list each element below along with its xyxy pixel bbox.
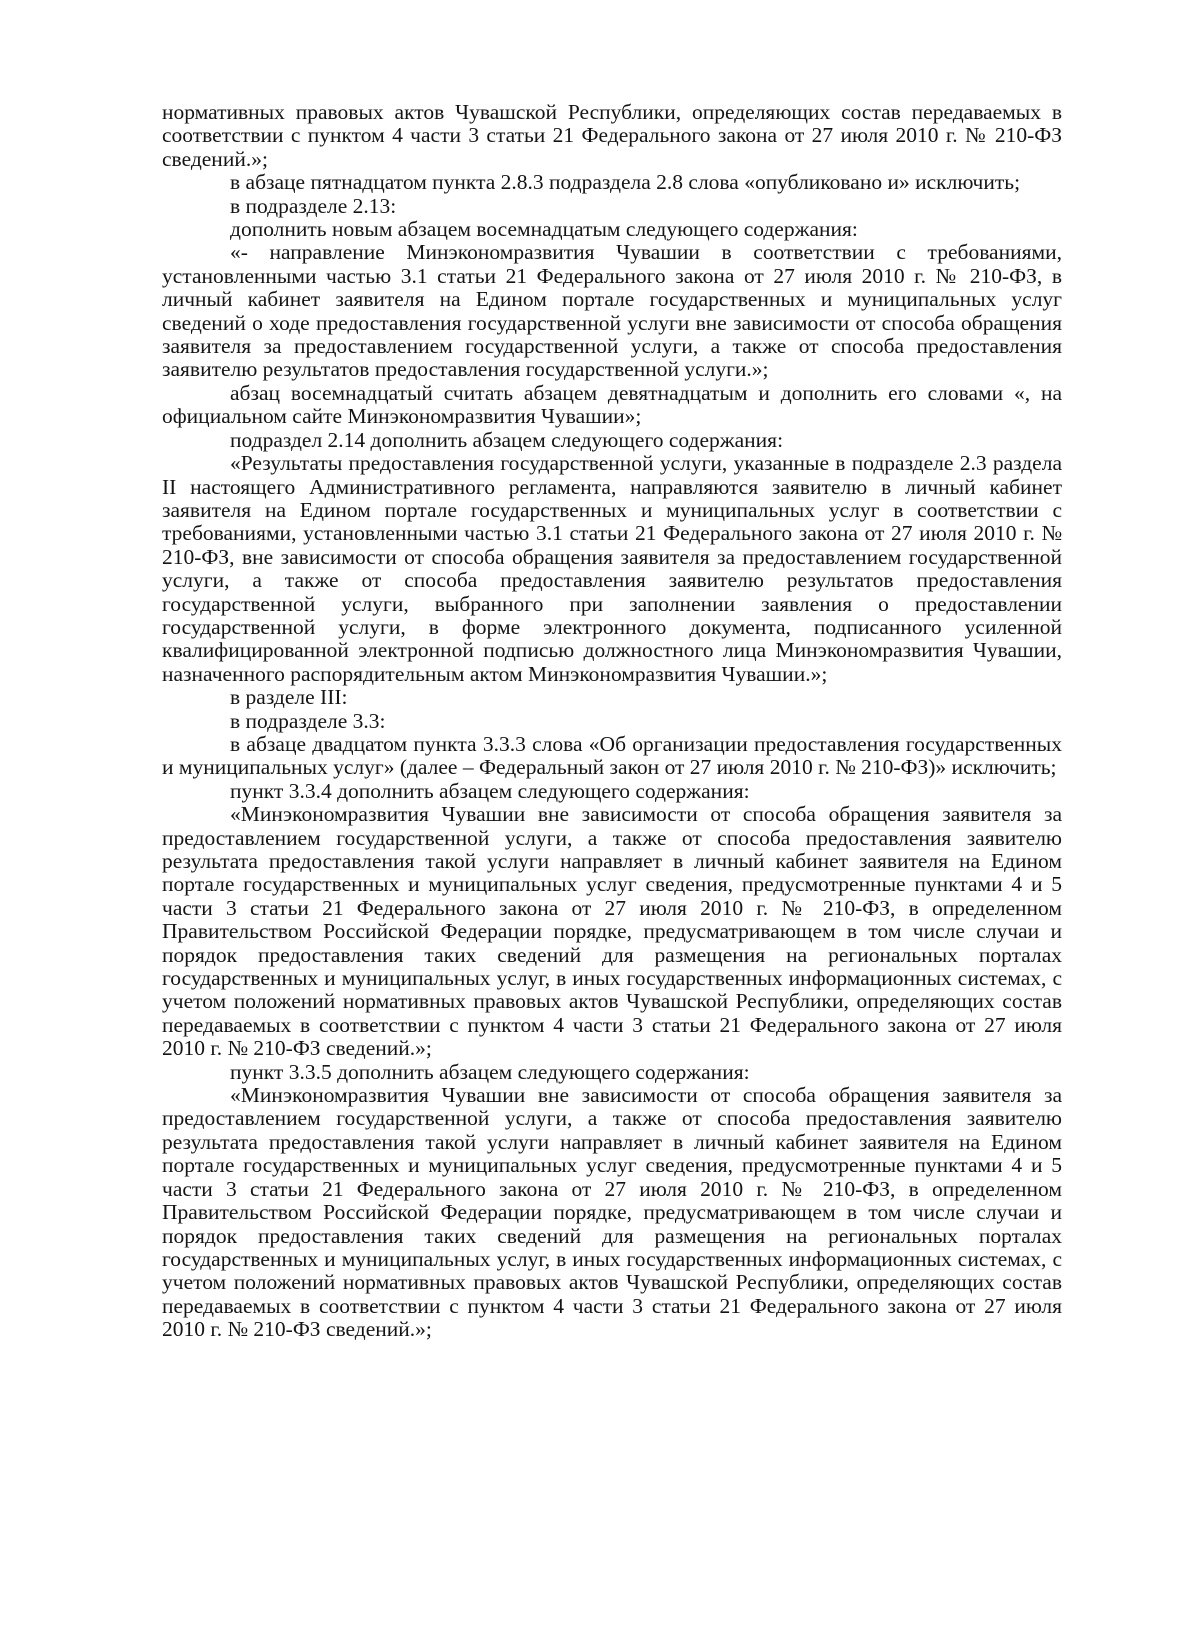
paragraph-2: в абзаце пятнадцатом пункта 2.8.3 подраздела 2.8 слова «опубликовано и» исключить; (230, 170, 1021, 195)
paragraph-13: «Минэкономразвития Чувашии вне зависимости от способа обращения заявителя за предоставлением государственной услуги, а также от способа предоставления заявителю результата предоставления такой услуги направляет в личный кабинет заявителя на Едином портале государственных и муниципальных услуг сведения, предусмотренные пунктами 4 и 5 части 3 статьи 21 Федерального закона от 27 июля 2010 г. № 210-ФЗ, в определенном Правительством Российской Федерации порядке, предусматривающем в том числе случаи и порядок предоставления таких сведений для размещения на региональных порталах государственных и муниципальных услуг, в иных государственных информационных системах, с учетом положений нормативных правовых актов Чувашской Республики, определяющих состав передаваемых в соответствии с пунктом 4 части 3 статьи 21 Федерального закона от 27 июля 2010 г. № 210-ФЗ сведений.»; (162, 802, 1062, 1061)
paragraph-1: нормативных правовых актов Чувашской Республики, определяющих состав передаваемых в соответствии с пунктом 4 части 3 статьи 21 Федерального закона от 27 июля 2010 г. № 210-ФЗ сведений.»; (162, 100, 1062, 171)
paragraph-14: пункт 3.3.5 дополнить абзацем следующего содержания: (230, 1059, 750, 1084)
paragraph-9: в разделе III: (230, 685, 348, 710)
paragraph-12: пункт 3.3.4 дополнить абзацем следующего содержания: (230, 778, 750, 803)
paragraph-4: дополнить новым абзацем восемнадцатым следующего содержания: (230, 217, 858, 242)
paragraph-7: подраздел 2.14 дополнить абзацем следующего содержания: (230, 427, 784, 452)
paragraph-5: «- направление Минэкономразвития Чувашии в соответствии с требованиями, установленными частью 3.1 статьи 21 Федерального закона от 27 июля 2010 г. № 210-ФЗ, в личный кабинет заявителя на Едином портале государственных и муниципальных услуг сведений о ходе предоставления государственной услуги вне зависимости от способа обращения заявителя за предоставлением государственной услуги, а также от способа предоставления заявителю результатов предоставления государственной услуги.»; (162, 240, 1062, 382)
document-page (162, 101, 1062, 1342)
paragraph-8: «Результаты предоставления государственной услуги, указанные в подразделе 2.3 раздела II настоящего Административного регламента, направляются заявителю в личный кабинет заявителя на Едином портале государственных и муниципальных услуг в соответствии с требованиями, установленными частью 3.1 статьи 21 Федерального закона от 27 июля 2010 г. № 210-ФЗ, вне зависимости от способа обращения заявителя за предоставлением государственной услуги, а также от способа предоставления заявителю результатов предоставления государственной услуги, выбранного при заполнении заявления о предоставлении государственной услуги, в форме электронного документа, подписанного усиленной квалифицированной электронной подписью должностного лица Минэкономразвития Чувашии, назначенного распорядительным актом Минэкономразвития Чувашии.»; (162, 451, 1062, 686)
paragraph-3: в подразделе 2.13: (230, 193, 397, 218)
paragraph-15: «Минэкономразвития Чувашии вне зависимости от способа обращения заявителя за предоставлением государственной услуги, а также от способа предоставления заявителю результата предоставления такой услуги направляет в личный кабинет заявителя на Едином портале государственных и муниципальных услуг сведения, предусмотренные пунктами 4 и 5 части 3 статьи 21 Федерального закона от 27 июля 2010 г. № 210-ФЗ, в определенном Правительством Российской Федерации порядке, предусматривающем в том числе случаи и порядок предоставления таких сведений для размещения на региональных порталах государственных и муниципальных услуг, в иных государственных информационных системах, с учетом положений нормативных правовых актов Чувашской Республики, определяющих состав передаваемых в соответствии с пунктом 4 части 3 статьи 21 Федерального закона от 27 июля 2010 г. № 210-ФЗ сведений.»; (162, 1083, 1062, 1342)
paragraph-11: в абзаце двадцатом пункта 3.3.3 слова «Об организации предоставления государственных и муниципальных услуг» (далее – Федеральный закон от 27 июля 2010 г. № 210-ФЗ)» исключить; (162, 731, 1062, 780)
paragraph-10: в подразделе 3.3: (230, 708, 386, 733)
paragraph-6: абзац восемнадцатый считать абзацем девятнадцатым и дополнить его словами «, на официальном сайте Минэкономразвития Чувашии»; (162, 380, 1062, 429)
